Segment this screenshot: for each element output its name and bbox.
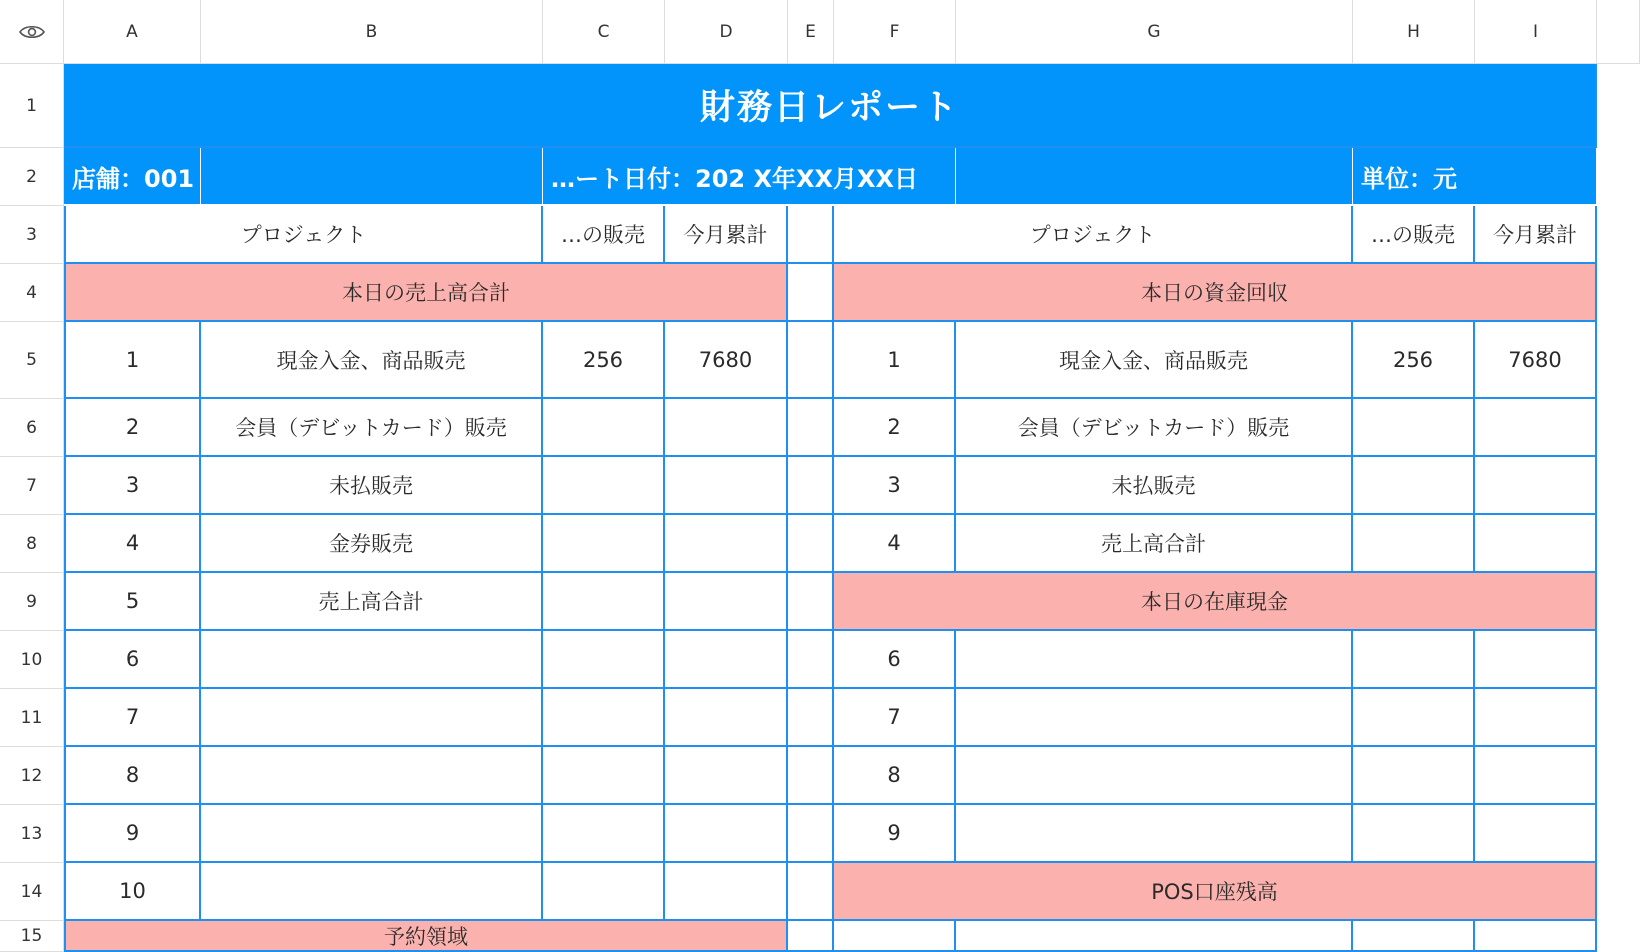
right-row-number[interactable]: 7 [834, 689, 956, 747]
left-row-sales[interactable] [543, 573, 665, 631]
column-header-b[interactable]: B [201, 0, 543, 64]
separator-cell[interactable] [788, 264, 834, 322]
right-row-sales[interactable] [1353, 921, 1475, 952]
report-title[interactable]: 財務日レポート [64, 64, 1597, 148]
left-row-item[interactable] [201, 863, 543, 921]
left-row-month[interactable] [665, 457, 788, 515]
right-row-item[interactable]: 売上高合計 [956, 515, 1353, 573]
left-row-number[interactable]: 7 [64, 689, 201, 747]
left-row-month[interactable]: 7680 [665, 322, 788, 399]
right-section-title[interactable]: 本日の資金回収 [834, 264, 1597, 322]
right-row-item[interactable] [956, 631, 1353, 689]
right-row-number[interactable]: 2 [834, 399, 956, 457]
left-row-sales[interactable] [543, 805, 665, 863]
right-row-month[interactable] [1475, 921, 1597, 952]
separator-cell[interactable] [788, 689, 834, 747]
column-header-e[interactable]: E [788, 0, 834, 64]
column-header-blank[interactable] [1597, 0, 1640, 64]
left-row-item[interactable] [201, 805, 543, 863]
left-row-month[interactable] [665, 573, 788, 631]
row-header-2[interactable]: 2 [0, 148, 64, 206]
left-row-month[interactable] [665, 689, 788, 747]
unit-label[interactable]: 単位：元 [1353, 148, 1597, 206]
right-row-sales[interactable] [1353, 805, 1475, 863]
separator-cell[interactable] [788, 322, 834, 399]
left-row-number[interactable]: 5 [64, 573, 201, 631]
right-row-sales[interactable]: 256 [1353, 322, 1475, 399]
separator-cell[interactable] [788, 573, 834, 631]
left-row-number[interactable]: 8 [64, 747, 201, 805]
row-header-13[interactable]: 13 [0, 805, 64, 863]
right-row-month[interactable]: 7680 [1475, 322, 1597, 399]
left-row-sales[interactable] [543, 631, 665, 689]
separator-cell[interactable] [788, 921, 834, 952]
left-row-number[interactable]: 3 [64, 457, 201, 515]
left-row-sales[interactable] [543, 399, 665, 457]
left-row-item[interactable]: 金券販売 [201, 515, 543, 573]
right-row-item[interactable] [956, 805, 1353, 863]
right-row-month[interactable] [1475, 399, 1597, 457]
left-row-month[interactable] [665, 747, 788, 805]
right-row-item[interactable]: 会員（デビットカード）販売 [956, 399, 1353, 457]
row-header-3[interactable]: 3 [0, 206, 64, 264]
info-blank[interactable] [956, 148, 1353, 206]
right-month-header[interactable]: 今月累計 [1475, 206, 1597, 264]
column-header-c[interactable]: C [543, 0, 665, 64]
left-bottom-section[interactable]: 予約領域 [64, 921, 788, 952]
right-row-item[interactable]: 未払販売 [956, 457, 1353, 515]
right-row-item[interactable] [956, 689, 1353, 747]
row-header-9[interactable]: 9 [0, 573, 64, 631]
left-row-month[interactable] [665, 515, 788, 573]
column-header-d[interactable]: D [665, 0, 788, 64]
right-row-number[interactable]: 4 [834, 515, 956, 573]
separator-cell[interactable] [788, 457, 834, 515]
column-header-i[interactable]: I [1475, 0, 1597, 64]
left-row-month[interactable] [665, 631, 788, 689]
date-label[interactable]: …ート日付：202 X年XX月XX日 [543, 148, 956, 206]
column-header-h[interactable]: H [1353, 0, 1475, 64]
right-sales-header[interactable]: …の販売 [1353, 206, 1475, 264]
select-all-corner[interactable] [0, 0, 64, 64]
row-header-12[interactable]: 12 [0, 747, 64, 805]
left-row-number[interactable]: 6 [64, 631, 201, 689]
right-row-month[interactable] [1475, 515, 1597, 573]
column-header-a[interactable]: A [64, 0, 201, 64]
row-header-10[interactable]: 10 [0, 631, 64, 689]
right-row-month[interactable] [1475, 689, 1597, 747]
left-row-sales[interactable] [543, 515, 665, 573]
right-section3-title[interactable]: POS口座残高 [834, 863, 1597, 921]
column-header-f[interactable]: F [834, 0, 956, 64]
row-header-8[interactable]: 8 [0, 515, 64, 573]
right-row-sales[interactable] [1353, 457, 1475, 515]
row-header-15[interactable]: 15 [0, 921, 64, 952]
left-row-item[interactable] [201, 747, 543, 805]
left-row-item[interactable] [201, 631, 543, 689]
left-row-item[interactable]: 会員（デビットカード）販売 [201, 399, 543, 457]
right-section2-title[interactable]: 本日の在庫現金 [834, 573, 1597, 631]
right-row-item[interactable] [956, 747, 1353, 805]
store-label[interactable]: 店舗：001 [64, 148, 201, 206]
left-row-number[interactable]: 2 [64, 399, 201, 457]
left-row-number[interactable]: 9 [64, 805, 201, 863]
row-header-7[interactable]: 7 [0, 457, 64, 515]
row-header-11[interactable]: 11 [0, 689, 64, 747]
left-row-number[interactable]: 1 [64, 322, 201, 399]
row-header-6[interactable]: 6 [0, 399, 64, 457]
left-row-month[interactable] [665, 863, 788, 921]
right-row-sales[interactable] [1353, 399, 1475, 457]
right-row-number[interactable]: 1 [834, 322, 956, 399]
right-row-month[interactable] [1475, 631, 1597, 689]
right-row-sales[interactable] [1353, 515, 1475, 573]
left-row-month[interactable] [665, 805, 788, 863]
info-blank[interactable] [201, 148, 543, 206]
left-row-item[interactable] [201, 689, 543, 747]
left-row-item[interactable]: 売上高合計 [201, 573, 543, 631]
right-row-number[interactable]: 9 [834, 805, 956, 863]
left-sales-header[interactable]: …の販売 [543, 206, 665, 264]
row-header-5[interactable]: 5 [0, 322, 64, 399]
left-row-sales[interactable] [543, 689, 665, 747]
right-row-number[interactable] [834, 921, 956, 952]
right-row-sales[interactable] [1353, 747, 1475, 805]
right-row-item[interactable]: 現金入金、商品販売 [956, 322, 1353, 399]
separator-cell[interactable] [788, 805, 834, 863]
separator-cell[interactable] [788, 515, 834, 573]
right-row-item[interactable] [956, 921, 1353, 952]
right-row-number[interactable]: 6 [834, 631, 956, 689]
right-row-sales[interactable] [1353, 689, 1475, 747]
left-row-sales[interactable] [543, 457, 665, 515]
separator-cell[interactable] [788, 747, 834, 805]
row-header-4[interactable]: 4 [0, 264, 64, 322]
left-row-number[interactable]: 4 [64, 515, 201, 573]
right-row-month[interactable] [1475, 747, 1597, 805]
right-row-sales[interactable] [1353, 631, 1475, 689]
separator-cell[interactable] [788, 206, 834, 264]
left-project-header[interactable]: プロジェクト [64, 206, 543, 264]
row-header-14[interactable]: 14 [0, 863, 64, 921]
column-header-g[interactable]: G [956, 0, 1353, 64]
left-row-sales[interactable] [543, 863, 665, 921]
left-row-number[interactable]: 10 [64, 863, 201, 921]
right-row-number[interactable]: 3 [834, 457, 956, 515]
separator-cell[interactable] [788, 631, 834, 689]
right-row-month[interactable] [1475, 805, 1597, 863]
eye-icon [19, 24, 45, 40]
left-row-item[interactable]: 現金入金、商品販売 [201, 322, 543, 399]
left-row-sales[interactable]: 256 [543, 322, 665, 399]
right-row-month[interactable] [1475, 457, 1597, 515]
separator-cell[interactable] [788, 399, 834, 457]
left-row-sales[interactable] [543, 747, 665, 805]
row-header-1[interactable]: 1 [0, 64, 64, 148]
right-row-number[interactable]: 8 [834, 747, 956, 805]
left-section-title[interactable]: 本日の売上高合計 [64, 264, 788, 322]
right-project-header[interactable]: プロジェクト [834, 206, 1353, 264]
separator-cell[interactable] [788, 863, 834, 921]
left-month-header[interactable]: 今月累計 [665, 206, 788, 264]
left-row-item[interactable]: 未払販売 [201, 457, 543, 515]
left-row-month[interactable] [665, 399, 788, 457]
